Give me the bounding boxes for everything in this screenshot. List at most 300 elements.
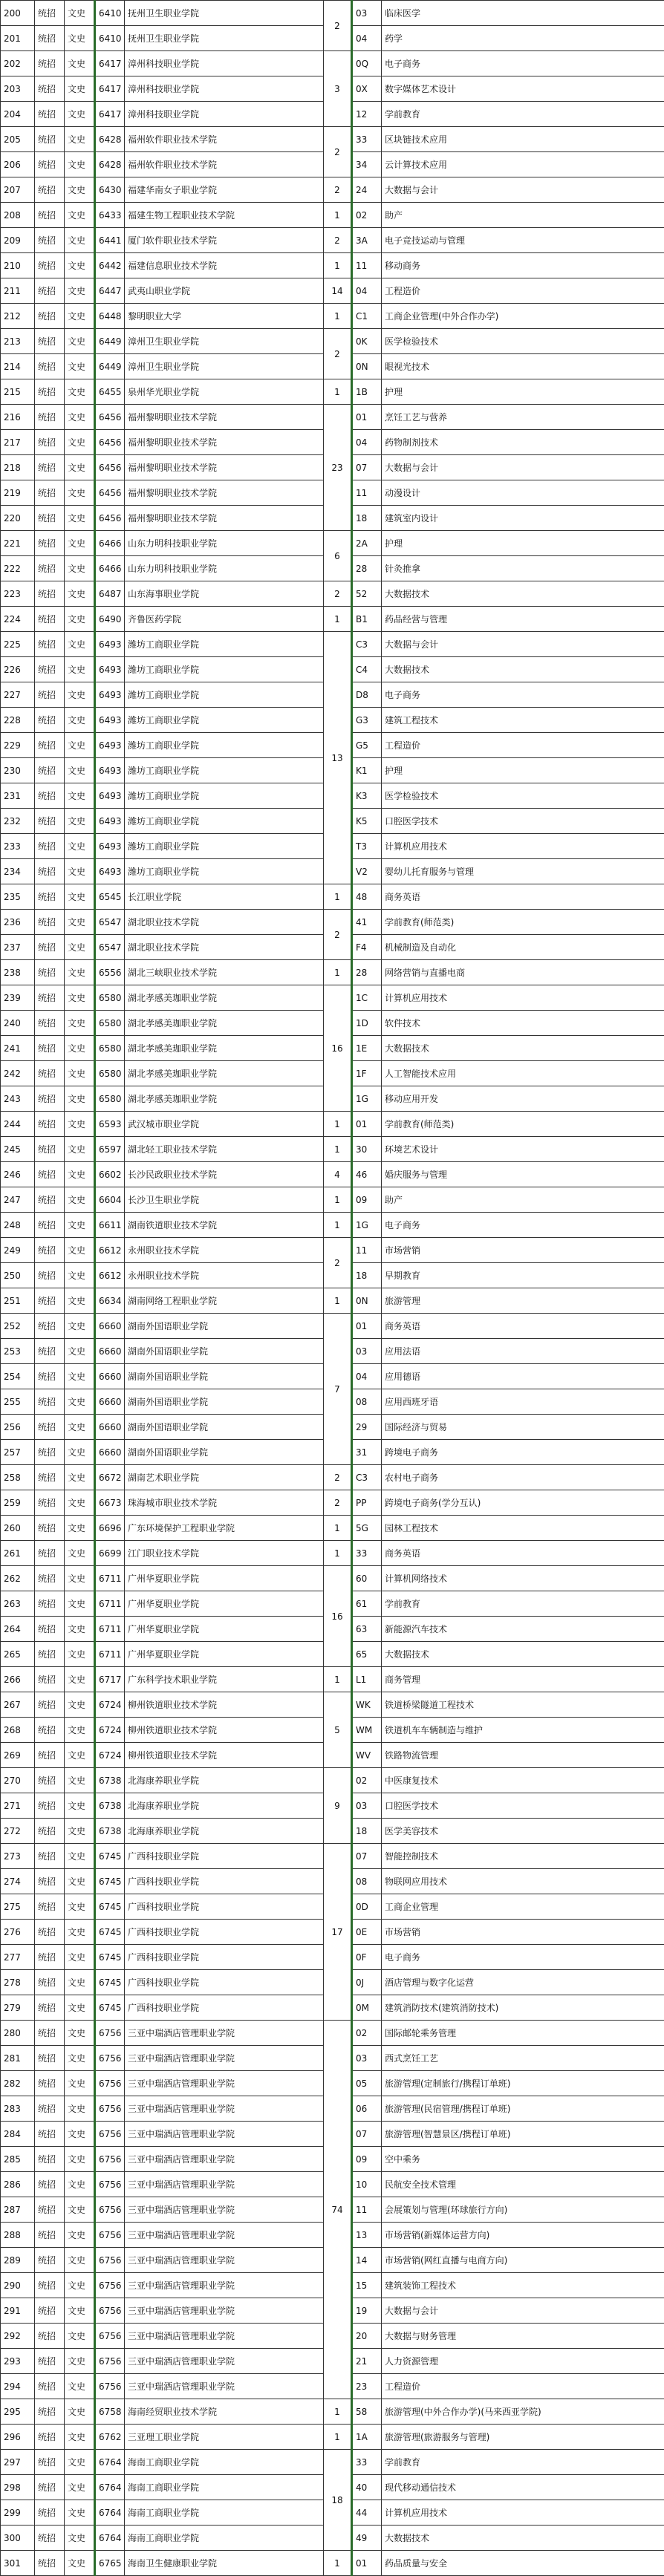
major-code-cell: 0M <box>352 1995 382 2021</box>
batch-cell: 统招 <box>35 1213 65 1238</box>
major-name-cell: 大数据与会计 <box>382 455 664 480</box>
school-name-cell: 黎明职业大学 <box>125 304 324 329</box>
table-row <box>1 2450 664 2475</box>
major-code-cell: 41 <box>352 910 382 935</box>
major-name-cell: 口腔医学技术 <box>382 1793 664 1819</box>
track-cell: 文史 <box>65 1995 95 2021</box>
major-code-cell: 0E <box>352 1920 382 1945</box>
major-code-cell: 11 <box>352 253 382 278</box>
major-name-cell: 工程造价 <box>382 733 664 758</box>
major-name-cell: 国际经济与贸易 <box>382 1415 664 1440</box>
major-name-cell: 电子商务 <box>382 1945 664 1970</box>
major-code-cell: 0D <box>352 1894 382 1920</box>
batch-cell: 统招 <box>35 607 65 632</box>
row-index-cell: 282 <box>1 2071 35 2096</box>
table-row <box>1 1213 664 1238</box>
major-code-cell: 04 <box>352 278 382 304</box>
school-name-cell: 柳州铁道职业技术学院 <box>125 1743 324 1768</box>
major-code-cell: 05 <box>352 2071 382 2096</box>
row-index-cell: 260 <box>1 1516 35 1541</box>
school-code-cell: 6580 <box>95 1086 125 1112</box>
school-code-cell: 6612 <box>95 1238 125 1263</box>
school-code-cell: 6756 <box>95 2147 125 2172</box>
table-row <box>1 985 664 1011</box>
row-index-cell: 265 <box>1 1642 35 1667</box>
school-name-cell: 漳州科技职业学院 <box>125 102 324 127</box>
row-index-cell: 276 <box>1 1920 35 1945</box>
track-cell: 文史 <box>65 152 95 177</box>
row-index-cell: 220 <box>1 506 35 531</box>
school-name-cell: 湖南外国语职业学院 <box>125 1440 324 1465</box>
track-cell: 文史 <box>65 329 95 354</box>
school-name-cell: 湖南外国语职业学院 <box>125 1314 324 1339</box>
track-cell: 文史 <box>65 1440 95 1465</box>
track-cell: 文史 <box>65 1642 95 1667</box>
row-index-cell: 240 <box>1 1011 35 1036</box>
track-cell: 文史 <box>65 556 95 581</box>
major-name-cell: 电子商务 <box>382 1213 664 1238</box>
batch-cell: 统招 <box>35 1768 65 1793</box>
track-cell: 文史 <box>65 228 95 253</box>
batch-cell: 统招 <box>35 1389 65 1415</box>
track-cell: 文史 <box>65 2071 95 2096</box>
school-name-cell: 广西科技职业学院 <box>125 1945 324 1970</box>
school-code-cell: 6449 <box>95 329 125 354</box>
major-name-cell: 护理 <box>382 379 664 405</box>
school-code-cell: 6738 <box>95 1793 125 1819</box>
school-name-cell: 三亚中瑞酒店管理职业学院 <box>125 2096 324 2122</box>
row-index-cell: 301 <box>1 2551 35 2576</box>
track-cell: 文史 <box>65 1844 95 1869</box>
major-code-cell: 18 <box>352 1819 382 1844</box>
row-index-cell: 274 <box>1 1869 35 1894</box>
batch-cell: 统招 <box>35 1036 65 1061</box>
table-row <box>1 127 664 152</box>
school-name-cell: 珠海城市职业技术学院 <box>125 1490 324 1516</box>
row-index-cell: 232 <box>1 809 35 834</box>
school-name-cell: 广州华夏职业学院 <box>125 1642 324 1667</box>
row-index-cell: 300 <box>1 2526 35 2551</box>
track-cell: 文史 <box>65 657 95 682</box>
row-index-cell: 247 <box>1 1187 35 1213</box>
row-index-cell: 249 <box>1 1238 35 1263</box>
major-code-cell: 61 <box>352 1591 382 1617</box>
major-code-cell: L1 <box>352 1667 382 1692</box>
row-index-cell: 295 <box>1 2399 35 2425</box>
major-name-cell: 计算机应用技术 <box>382 985 664 1011</box>
school-name-cell: 三亚中瑞酒店管理职业学院 <box>125 2021 324 2046</box>
batch-cell: 统招 <box>35 2475 65 2500</box>
plan-count-cell: 1 <box>324 203 352 228</box>
school-code-cell: 6493 <box>95 834 125 859</box>
track-cell: 文史 <box>65 430 95 455</box>
school-code-cell: 6580 <box>95 1036 125 1061</box>
major-name-cell: 智能控制技术 <box>382 1844 664 1869</box>
track-cell: 文史 <box>65 1314 95 1339</box>
major-code-cell: 24 <box>352 177 382 203</box>
school-name-cell: 潍坊工商职业学院 <box>125 708 324 733</box>
batch-cell: 统招 <box>35 1566 65 1591</box>
plan-count-cell: 6 <box>324 531 352 581</box>
school-name-cell: 漳州卫生职业学院 <box>125 329 324 354</box>
major-code-cell: 33 <box>352 2450 382 2475</box>
plan-count-cell: 4 <box>324 1162 352 1187</box>
school-code-cell: 6738 <box>95 1768 125 1793</box>
major-name-cell: 旅游管理(中外合作办学)(马来西亚学院) <box>382 2399 664 2425</box>
row-index-cell: 286 <box>1 2172 35 2197</box>
major-code-cell: 3A <box>352 228 382 253</box>
major-name-cell: 护理 <box>382 531 664 556</box>
major-name-cell: 网络营销与直播电商 <box>382 960 664 985</box>
batch-cell: 统招 <box>35 354 65 379</box>
major-code-cell: 18 <box>352 506 382 531</box>
major-code-cell: 1F <box>352 1061 382 1086</box>
major-code-cell: WK <box>352 1692 382 1718</box>
batch-cell: 统招 <box>35 884 65 910</box>
table-row <box>1 1112 664 1137</box>
table-row <box>1 960 664 985</box>
track-cell: 文史 <box>65 102 95 127</box>
batch-cell: 统招 <box>35 1617 65 1642</box>
school-name-cell: 三亚中瑞酒店管理职业学院 <box>125 2046 324 2071</box>
school-name-cell: 潍坊工商职业学院 <box>125 632 324 657</box>
school-code-cell: 6441 <box>95 228 125 253</box>
track-cell: 文史 <box>65 304 95 329</box>
batch-cell: 统招 <box>35 2248 65 2273</box>
track-cell: 文史 <box>65 1036 95 1061</box>
school-code-cell: 6756 <box>95 2046 125 2071</box>
row-index-cell: 253 <box>1 1339 35 1364</box>
major-code-cell: 08 <box>352 1869 382 1894</box>
major-name-cell: 学前教育 <box>382 2450 664 2475</box>
plan-count-cell: 2 <box>324 1238 352 1288</box>
school-code-cell: 6493 <box>95 632 125 657</box>
school-code-cell: 6745 <box>95 1945 125 1970</box>
batch-cell: 统招 <box>35 1263 65 1288</box>
row-index-cell: 231 <box>1 783 35 809</box>
major-name-cell: 助产 <box>382 203 664 228</box>
major-code-cell: 33 <box>352 127 382 152</box>
school-code-cell: 6493 <box>95 657 125 682</box>
row-index-cell: 211 <box>1 278 35 304</box>
school-code-cell: 6711 <box>95 1642 125 1667</box>
major-code-cell: C3 <box>352 1465 382 1490</box>
school-code-cell: 6466 <box>95 556 125 581</box>
school-code-cell: 6764 <box>95 2500 125 2526</box>
batch-cell: 统招 <box>35 1793 65 1819</box>
school-code-cell: 6745 <box>95 1844 125 1869</box>
school-code-cell: 6547 <box>95 935 125 960</box>
major-name-cell: 眼视光技术 <box>382 354 664 379</box>
plan-count-cell: 1 <box>324 1541 352 1566</box>
row-index-cell: 284 <box>1 2122 35 2147</box>
batch-cell: 统招 <box>35 1692 65 1718</box>
track-cell: 文史 <box>65 2349 95 2374</box>
school-code-cell: 6724 <box>95 1692 125 1718</box>
table-row <box>1 228 664 253</box>
major-name-cell: 大数据技术 <box>382 581 664 607</box>
school-code-cell: 6764 <box>95 2526 125 2551</box>
table-row <box>1 1314 664 1339</box>
major-name-cell: 旅游管理(智慧景区/携程订单班) <box>382 2122 664 2147</box>
school-name-cell: 抚州卫生职业学院 <box>125 1 324 26</box>
school-name-cell: 漳州科技职业学院 <box>125 51 324 76</box>
school-name-cell: 湖南外国语职业学院 <box>125 1389 324 1415</box>
major-name-cell: 工程造价 <box>382 278 664 304</box>
school-code-cell: 6745 <box>95 1894 125 1920</box>
table-row <box>1 910 664 935</box>
batch-cell: 统招 <box>35 910 65 935</box>
school-name-cell: 漳州科技职业学院 <box>125 76 324 102</box>
row-index-cell: 237 <box>1 935 35 960</box>
batch-cell: 统招 <box>35 405 65 430</box>
school-name-cell: 山东海事职业学院 <box>125 581 324 607</box>
major-code-cell: 48 <box>352 884 382 910</box>
table-row <box>1 1516 664 1541</box>
table-row <box>1 51 664 76</box>
track-cell: 文史 <box>65 2273 95 2298</box>
batch-cell: 统招 <box>35 26 65 51</box>
school-code-cell: 6556 <box>95 960 125 985</box>
row-index-cell: 238 <box>1 960 35 985</box>
school-code-cell: 6756 <box>95 2248 125 2273</box>
row-index-cell: 241 <box>1 1036 35 1061</box>
major-name-cell: 动漫设计 <box>382 480 664 506</box>
batch-cell: 统招 <box>35 657 65 682</box>
plan-count-cell: 2 <box>324 910 352 960</box>
major-code-cell: 15 <box>352 2273 382 2298</box>
school-name-cell: 湖北职业技术学院 <box>125 910 324 935</box>
major-code-cell: K5 <box>352 809 382 834</box>
major-code-cell: 02 <box>352 2021 382 2046</box>
school-name-cell: 福建信息职业技术学院 <box>125 253 324 278</box>
batch-cell: 统招 <box>35 1238 65 1263</box>
plan-count-cell: 1 <box>324 607 352 632</box>
track-cell: 文史 <box>65 1263 95 1288</box>
school-name-cell: 北海康养职业学院 <box>125 1793 324 1819</box>
batch-cell: 统招 <box>35 2046 65 2071</box>
major-code-cell: 03 <box>352 1 382 26</box>
school-name-cell: 潍坊工商职业学院 <box>125 834 324 859</box>
school-code-cell: 6545 <box>95 884 125 910</box>
batch-cell: 统招 <box>35 935 65 960</box>
row-index-cell: 263 <box>1 1591 35 1617</box>
batch-cell: 统招 <box>35 480 65 506</box>
major-code-cell: 01 <box>352 2551 382 2576</box>
table-row <box>1 1566 664 1591</box>
school-code-cell: 6580 <box>95 985 125 1011</box>
major-name-cell: 建筑工程技术 <box>382 708 664 733</box>
row-index-cell: 202 <box>1 51 35 76</box>
batch-cell: 统招 <box>35 682 65 708</box>
major-code-cell: V2 <box>352 859 382 884</box>
track-cell: 文史 <box>65 809 95 834</box>
school-name-cell: 三亚中瑞酒店管理职业学院 <box>125 2374 324 2399</box>
batch-cell: 统招 <box>35 506 65 531</box>
row-index-cell: 272 <box>1 1819 35 1844</box>
major-name-cell: 区块链技术应用 <box>382 127 664 152</box>
major-name-cell: 大数据技术 <box>382 1642 664 1667</box>
major-code-cell: 31 <box>352 1440 382 1465</box>
track-cell: 文史 <box>65 884 95 910</box>
plan-count-cell: 1 <box>324 304 352 329</box>
school-code-cell: 6711 <box>95 1591 125 1617</box>
school-name-cell: 永州职业技术学院 <box>125 1238 324 1263</box>
track-cell: 文史 <box>65 2399 95 2425</box>
major-code-cell: 30 <box>352 1137 382 1162</box>
row-index-cell: 209 <box>1 228 35 253</box>
plan-count-cell: 1 <box>324 2399 352 2425</box>
major-name-cell: 商务英语 <box>382 884 664 910</box>
major-name-cell: 药品质量与安全 <box>382 2551 664 2576</box>
school-code-cell: 6580 <box>95 1011 125 1036</box>
school-name-cell: 福州软件职业技术学院 <box>125 152 324 177</box>
school-name-cell: 湖南外国语职业学院 <box>125 1339 324 1364</box>
track-cell: 文史 <box>65 1920 95 1945</box>
school-name-cell: 漳州卫生职业学院 <box>125 354 324 379</box>
school-code-cell: 6410 <box>95 26 125 51</box>
major-code-cell: 01 <box>352 1112 382 1137</box>
school-name-cell: 潍坊工商职业学院 <box>125 809 324 834</box>
school-name-cell: 福州软件职业技术学院 <box>125 127 324 152</box>
batch-cell: 统招 <box>35 1415 65 1440</box>
plan-count-cell: 9 <box>324 1768 352 1844</box>
track-cell: 文史 <box>65 1364 95 1389</box>
table-row <box>1 1238 664 1263</box>
school-code-cell: 6756 <box>95 2096 125 2122</box>
major-code-cell: 01 <box>352 1314 382 1339</box>
major-code-cell: T3 <box>352 834 382 859</box>
school-code-cell: 6449 <box>95 354 125 379</box>
batch-cell: 统招 <box>35 1920 65 1945</box>
school-code-cell: 6493 <box>95 733 125 758</box>
school-code-cell: 6447 <box>95 278 125 304</box>
major-code-cell: 49 <box>352 2526 382 2551</box>
track-cell: 文史 <box>65 581 95 607</box>
major-name-cell: 护理 <box>382 758 664 783</box>
school-code-cell: 6612 <box>95 1263 125 1288</box>
major-code-cell: 33 <box>352 1541 382 1566</box>
batch-cell: 统招 <box>35 1440 65 1465</box>
batch-cell: 统招 <box>35 253 65 278</box>
track-cell: 文史 <box>65 1566 95 1591</box>
major-code-cell: 2A <box>352 531 382 556</box>
major-code-cell: G3 <box>352 708 382 733</box>
school-name-cell: 长江职业学院 <box>125 884 324 910</box>
school-name-cell: 广州华夏职业学院 <box>125 1591 324 1617</box>
major-name-cell: 旅游管理 <box>382 1288 664 1314</box>
batch-cell: 统招 <box>35 51 65 76</box>
major-name-cell: 计算机网络技术 <box>382 1566 664 1591</box>
major-name-cell: 软件技术 <box>382 1011 664 1036</box>
major-code-cell: WM <box>352 1718 382 1743</box>
batch-cell: 统招 <box>35 1642 65 1667</box>
major-code-cell: D8 <box>352 682 382 708</box>
school-name-cell: 广东环境保护工程职业学院 <box>125 1516 324 1541</box>
plan-count-cell: 1 <box>324 1516 352 1541</box>
major-name-cell: 大数据与财务管理 <box>382 2324 664 2349</box>
row-index-cell: 278 <box>1 1970 35 1995</box>
table-row <box>1 1692 664 1718</box>
major-name-cell: 国际邮轮乘务管理 <box>382 2021 664 2046</box>
row-index-cell: 299 <box>1 2500 35 2526</box>
major-code-cell: 10 <box>352 2172 382 2197</box>
track-cell: 文史 <box>65 2551 95 2576</box>
batch-cell: 统招 <box>35 1490 65 1516</box>
track-cell: 文史 <box>65 531 95 556</box>
track-cell: 文史 <box>65 2197 95 2223</box>
track-cell: 文史 <box>65 1389 95 1415</box>
school-code-cell: 6493 <box>95 809 125 834</box>
major-code-cell: F4 <box>352 935 382 960</box>
row-index-cell: 203 <box>1 76 35 102</box>
school-name-cell: 福州黎明职业技术学院 <box>125 506 324 531</box>
major-name-cell: 口腔医学技术 <box>382 809 664 834</box>
track-cell: 文史 <box>65 26 95 51</box>
major-name-cell: 应用法语 <box>382 1339 664 1364</box>
track-cell: 文史 <box>65 354 95 379</box>
table-row <box>1 304 664 329</box>
track-cell: 文史 <box>65 1516 95 1541</box>
major-code-cell: 07 <box>352 455 382 480</box>
batch-cell: 统招 <box>35 708 65 733</box>
track-cell: 文史 <box>65 2122 95 2147</box>
school-name-cell: 北海康养职业学院 <box>125 1768 324 1793</box>
row-index-cell: 218 <box>1 455 35 480</box>
school-code-cell: 6756 <box>95 2349 125 2374</box>
track-cell: 文史 <box>65 733 95 758</box>
row-index-cell: 228 <box>1 708 35 733</box>
track-cell: 文史 <box>65 1213 95 1238</box>
track-cell: 文史 <box>65 935 95 960</box>
major-name-cell: 医学美容技术 <box>382 1819 664 1844</box>
row-index-cell: 267 <box>1 1692 35 1718</box>
school-code-cell: 6745 <box>95 1970 125 1995</box>
school-code-cell: 6660 <box>95 1389 125 1415</box>
school-name-cell: 潍坊工商职业学院 <box>125 758 324 783</box>
batch-cell: 统招 <box>35 1314 65 1339</box>
school-name-cell: 江门职业技术学院 <box>125 1541 324 1566</box>
major-name-cell: 跨境电子商务 <box>382 1440 664 1465</box>
track-cell: 文史 <box>65 1137 95 1162</box>
school-name-cell: 海南经贸职业技术学院 <box>125 2399 324 2425</box>
plan-count-cell: 3 <box>324 51 352 127</box>
row-index-cell: 245 <box>1 1137 35 1162</box>
row-index-cell: 221 <box>1 531 35 556</box>
school-name-cell: 三亚中瑞酒店管理职业学院 <box>125 2349 324 2374</box>
row-index-cell: 204 <box>1 102 35 127</box>
track-cell: 文史 <box>65 708 95 733</box>
plan-count-cell: 2 <box>324 581 352 607</box>
track-cell: 文史 <box>65 1667 95 1692</box>
major-code-cell: 03 <box>352 1339 382 1364</box>
batch-cell: 统招 <box>35 2021 65 2046</box>
batch-cell: 统招 <box>35 329 65 354</box>
plan-count-cell: 1 <box>324 2425 352 2450</box>
plan-count-cell: 1 <box>324 1288 352 1314</box>
row-index-cell: 252 <box>1 1314 35 1339</box>
major-name-cell: 铁道机车车辆制造与维护 <box>382 1718 664 1743</box>
batch-cell: 统招 <box>35 1541 65 1566</box>
row-index-cell: 219 <box>1 480 35 506</box>
major-code-cell: 28 <box>352 556 382 581</box>
school-code-cell: 6673 <box>95 1490 125 1516</box>
batch-cell: 统招 <box>35 834 65 859</box>
school-code-cell: 6717 <box>95 1667 125 1692</box>
school-code-cell: 6764 <box>95 2475 125 2500</box>
table-row <box>1 329 664 354</box>
track-cell: 文史 <box>65 2425 95 2450</box>
